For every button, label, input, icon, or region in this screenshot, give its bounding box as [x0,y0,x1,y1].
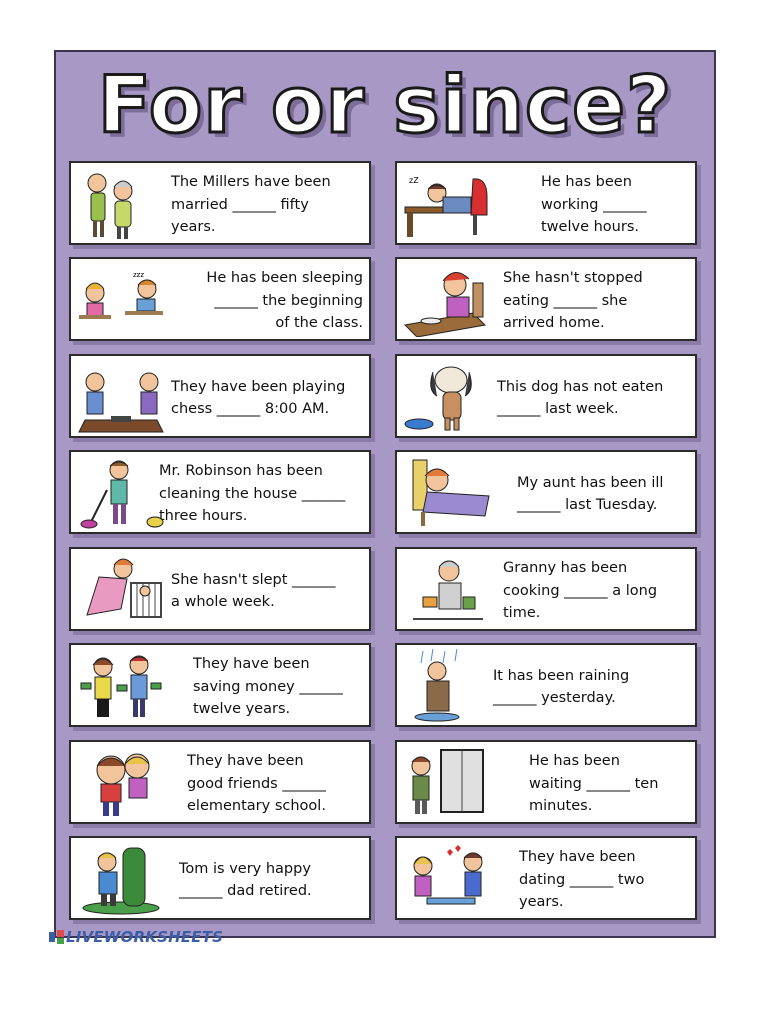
friends-running-illustration [77,746,165,820]
exercise-card-11 [395,354,697,438]
exercise-text: He has been working ______ twelve hours. [541,174,647,236]
man-in-rain-illustration [403,649,491,723]
svg-text:zZ: zZ [409,176,419,185]
exercise-card-6 [69,643,371,727]
exercise-text: She hasn't stopped eating ______ she arrived home. [503,270,643,332]
exercise-text: Mr. Robinson has been cleaning the house ______ three hours. [159,463,346,525]
exercise-card-10 [395,257,697,341]
exercise-card-2 [69,257,371,341]
exercise-card-1 [69,161,371,245]
exercise-card-7 [69,740,371,824]
exercise-text: She hasn't slept ______ a whole week. [171,571,336,610]
exercise-text: They have been playing chess ______ 8:00 AM. [171,378,346,417]
chess-players-illustration [77,360,165,434]
sad-dog-bowl-illustration [403,360,491,434]
exercise-card-8 [69,836,371,920]
sleeping-student-illustration [77,263,165,337]
exercise-text: Granny has been cooking ______ a long time. [503,560,658,622]
exercise-text: This dog has not eaten ______ last week. [497,378,664,417]
couple-with-money-illustration [77,649,165,723]
happy-man-armchair-illustration [77,842,165,916]
exercise-card-4 [69,450,371,534]
exercise-text: Tom is very happy ______ dad retired. [179,860,312,899]
liveworksheets-logo-icon [48,929,66,945]
granny-cooking-illustration [403,553,491,627]
exercise-card-3 [69,354,371,438]
exercise-text: He has been sleeping ______ the beginning of the class. [206,270,363,332]
exercise-card-14 [395,643,697,727]
man-waiting-elevator-illustration [403,746,491,820]
tired-mother-crib-illustration [77,553,165,627]
exercise-card-9 [395,161,697,245]
logo-text: LIVEWORKSHEETS [66,928,224,946]
exercise-text: They have been good friends ______ elementary school. [187,753,326,815]
exercise-card-12 [395,450,697,534]
woman-eating-illustration [403,263,491,337]
sick-woman-bed-illustration [403,456,491,530]
tired-office-worker-illustration [403,167,491,241]
worksheet-title: For or since? [97,61,673,151]
exercise-card-5 [69,547,371,631]
exercise-text: They have been dating ______ two years. [519,849,645,911]
exercise-card-16 [395,836,697,920]
exercise-text: My aunt has been ill ______ last Tuesday. [517,474,664,513]
couple-dating-illustration [403,842,491,916]
exercise-text: They have been saving money ______ twelve years. [193,656,343,718]
exercise-card-13 [395,547,697,631]
exercise-text: He has been waiting ______ ten minutes. [529,753,659,815]
exercise-text: It has been raining ______ yesterday. [493,667,630,706]
exercise-card-15 [395,740,697,824]
exercise-text: The Millers have been married ______ fifty years. [171,174,331,236]
svg-text:zzz: zzz [133,271,145,279]
man-vacuuming-illustration [77,456,165,530]
liveworksheets-logo[interactable] [48,928,223,946]
elderly-couple-illustration [77,167,165,241]
